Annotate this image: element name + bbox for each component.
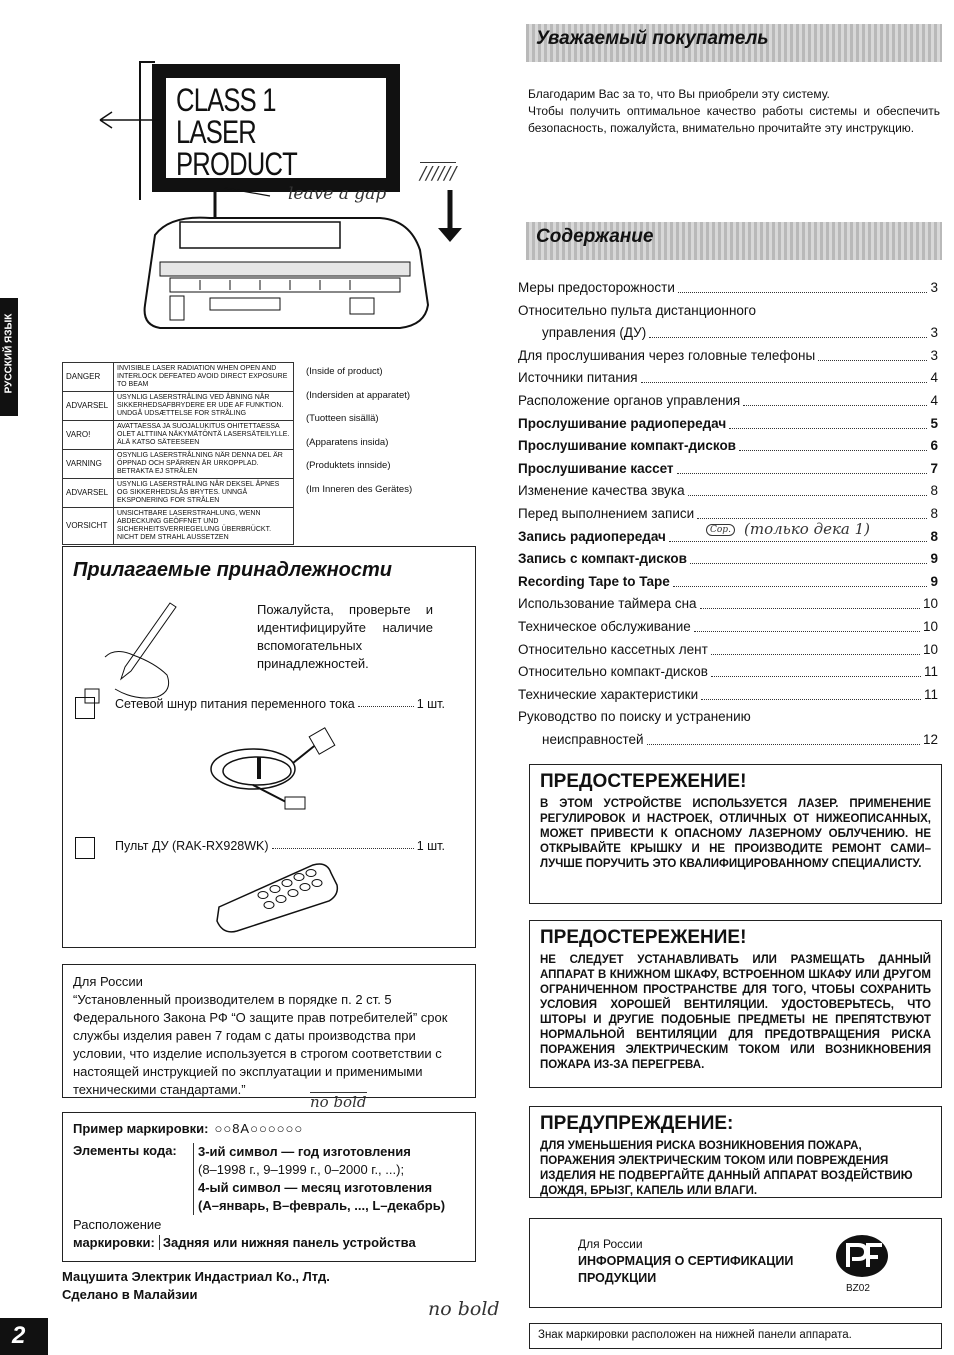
accessory-item-1: Сетевой шнур питания переменного тока 1 шт. — [115, 697, 445, 711]
toc-item-title: управления (ДУ) — [542, 325, 647, 341]
laser-table-text: OSYNLIG LASERSTRÅLNING NÄR DENNA DEL ÄR ÖPPNAD OCH SPÄRREN ÄR URKOPPLAD. BETRAKTA EJ STRÅLEN — [114, 450, 294, 479]
laser-table-lang: VARNING — [63, 450, 114, 479]
toc-item-page: 4 — [930, 393, 938, 408]
toc-item-title: Относительно кассетных лент — [518, 641, 708, 657]
toc-item-title: Прослушивание радиопередач — [518, 415, 727, 431]
toc-leader — [711, 641, 920, 655]
certification-box — [529, 1218, 942, 1308]
pen-hand-icon — [75, 597, 205, 707]
toc-item[interactable] — [518, 279, 938, 297]
toc-item[interactable] — [518, 347, 938, 365]
handwritten-only-deck: (только дека 1) — [744, 520, 871, 538]
greeting-text: Благодарим Вас за то, что Вы приобрели эту систему. Чтобы получить оптимальное качество работы системы и обеспечить безопасность, пожалуйста, внимательно прочитайте эту инструкцию. — [528, 87, 940, 135]
warning-moisture-body: ДЛЯ УМЕНЬШЕНИЯ РИСКА ВОЗНИКНОВЕНИЯ ПОЖАРА, ПОРАЖЕНИЯ ЭЛЕКТРИЧЕСКИМ ТОКОМ ИЛИ ПОВРЕЖДЕНИЯ ИЗДЕЛИЯ НЕ ПОДВЕРГАЙТЕ ДАННЫЙ АППАРАТ ВОЗДЕЙСТВИЮ ДОЖДЯ, БРЫЗГ, КАПЕЛЬ ИЛИ ВЛАГИ. — [540, 1140, 913, 1197]
toc-leader — [649, 324, 927, 338]
marking-code-label: Элементы кода: — [73, 1143, 177, 1158]
accessories-box — [62, 546, 476, 948]
toc-leader — [818, 347, 927, 361]
marking-box — [62, 1112, 476, 1262]
toc-item-page: 12 — [922, 732, 938, 747]
stereo-illustration — [60, 50, 500, 340]
toc-item-title: Техническое обслуживание — [518, 619, 691, 634]
toc-leader — [743, 392, 927, 406]
warning-laser-body: В ЭТОМ УСТРОЙСТВЕ ИСПОЛЬЗУЕТСЯ ЛАЗЕР. ПРИМЕНЕНИЕ РЕГУЛИРОВОК И НАСТРОЕК, ОТЛИЧНЫХ ОТ НИЖЕОПИСАННЫХ, МОЖЕТ ПРИВЕСТИ К ОПАСНОМУ ЛАЗЕРНОМУ ОБЛУЧЕНИЮ. НЕ ОТКРЫВАЙТЕ КРЫШКУ И НЕ ПРОИЗВОДИТЕ РЕМОНТ САМИ–ЛУЧШЕ ПОРУЧИТЬ ЭТО КВАЛИФИЦИРОВАННОМУ СПЕЦИАЛИСТУ. — [540, 798, 931, 870]
greeting-header — [526, 24, 942, 62]
laser-table-note: (Im Inneren des Gerätes) — [306, 483, 413, 495]
laser-table-note: (Produktets innside) — [306, 460, 391, 471]
accessories-intro: Пожалуйста, проверьте и идентифицируйте наличие вспомогательных принадлежностей. — [257, 602, 433, 671]
laser-table-lang: DANGER — [63, 363, 114, 392]
laser-table-text: USYNLIG LASERSTRÅLING NÅR DEKSEL ÅPNES OG SIKKERHEDSLÅS BRYTES. UNNGÅ EKSPONERING FOR STRÅLEN — [114, 479, 294, 508]
checkbox-power-cord[interactable] — [75, 697, 95, 719]
russia-note-text: “Установленный производителем в порядке п. 2 ст. 5 Федерального Закона РФ “О защите прав потребителей” срок службы изделия равен 7 годам с даты производства при условии, что изделие используется в строгом соответствии с настоящей инструкцией по эксплуатации и применимыми техническими стандартами.” — [73, 992, 448, 1097]
toc-leader — [647, 731, 920, 745]
toc-item-title: Относительно компакт-дисков — [518, 664, 708, 680]
certification-line2: ПРОДУКЦИИ — [578, 1271, 657, 1285]
marking-location-value: Задняя или нижняя панель устройства — [159, 1235, 416, 1250]
certification-line1: ИНФОРМАЦИЯ О СЕРТИФИКАЦИИ — [578, 1254, 794, 1268]
toc-item-page: 11 — [923, 664, 938, 680]
toc-item-title: Изменение качества звука — [518, 483, 685, 499]
toc-item[interactable] — [518, 460, 938, 478]
toc-item[interactable] — [518, 505, 938, 523]
checkbox-remote[interactable] — [75, 837, 95, 859]
warning-moisture-title: ПРЕДУПРЕЖДЕНИЕ: — [540, 1113, 734, 1134]
laser-table-row — [63, 450, 294, 479]
russia-note-header: Для России — [73, 974, 143, 989]
toc-item[interactable] — [518, 550, 938, 568]
marking-location-label-2: маркировки: — [73, 1235, 155, 1250]
toc-item[interactable] — [518, 595, 938, 613]
toc-item-title: Прослушивание кассет — [518, 460, 674, 476]
contents-header — [526, 222, 942, 260]
certification-code: BZ02 — [846, 1283, 870, 1294]
marking-location-label-1: Расположение — [73, 1217, 162, 1232]
laser-table-lang: ADVARSEL — [63, 479, 114, 508]
toc-item-page: 9 — [930, 551, 938, 567]
laser-table-note: (Apparatens insida) — [306, 436, 389, 448]
toc-item-page: 10 — [922, 596, 938, 612]
warning-box-ventilation — [529, 920, 942, 1088]
toc-item-title: Recording Tape to Tape — [518, 573, 670, 589]
warning-ventilation-body: НЕ СЛЕДУЕТ УСТАНАВЛИВАТЬ ИЛИ РАЗМЕЩАТЬ ДАННЫЙ АППАРАТ В КНИЖНОМ ШКАФУ, ВСТРОЕННОМ ШКАФУ ИЛИ ДРУГОМ ОГРАНИЧЕННОМ ПРОСТРАНСТВЕ ДЛЯ ТОГО, ЧТОБЫ СОХРАНИТЬ УСЛОВИЯ ХОРОШЕЙ ВЕНТИЛЯЦИИ. УДОСТОВЕРЬТЕСЬ, ЧТО ШТОРЫ И ДРУГИЕ ПОДОБНЫЕ ПРЕДМЕТЫ НЕ ПРЕПЯТСТВУЮТ НОРМАЛЬНОЙ ВЕНТИЛЯЦИИ ДЛЯ ПРЕДОТВРАЩЕНИЯ РИСКА ПОРАЖЕНИЯ ЭЛЕКТРИЧЕСКИМ ТОКОМ ИЛИ ВОЗНИКНОВЕНИЯ ПОЖАРА ИЗ-ЗА ПЕРЕГРЕВА. — [540, 954, 931, 1071]
toc-leader — [739, 437, 928, 451]
handwritten-no-bold-1: no bold — [310, 1093, 367, 1111]
toc-leader — [688, 482, 928, 496]
toc-item[interactable] — [518, 482, 938, 500]
toc-item[interactable] — [518, 302, 938, 320]
toc-item-title: Руководство по поиску и устранению — [518, 709, 751, 725]
toc-item-page: 11 — [923, 686, 938, 702]
toc-item-title: Технические характеристики — [518, 686, 699, 702]
power-cord-icon — [193, 723, 343, 815]
laser-table-text: UNSICHTBARE LASERSTRAHLUNG, WENN ABDECKUNG GEÖFFNET UND SICHERHEITSVERRIEGELUNG ÜBERBRÜCKT. NICHT DEM STRAHL AUSSETZEN — [114, 508, 294, 545]
toc-item[interactable] — [518, 573, 938, 591]
toc-leader — [641, 369, 928, 383]
marking-example-code: ○○8A○○○○○○ — [214, 1121, 304, 1136]
toc-leader — [678, 279, 928, 293]
laser-table-row — [63, 363, 294, 392]
toc-leader — [701, 686, 921, 700]
toc-item-title: Использование таймера сна — [518, 596, 697, 612]
accessory-item-2: Пульт ДУ (RAK-RX928WK) 1 шт. — [115, 839, 445, 853]
laser-table-note: (Inside of product) — [306, 366, 383, 377]
toc-item-page: 8 — [930, 506, 938, 521]
toc-item-page: 3 — [930, 280, 938, 295]
toc-item[interactable] — [518, 663, 938, 681]
handwritten-leave-gap: leave a gap — [288, 184, 387, 204]
toc-item[interactable] — [518, 415, 938, 433]
toc-leader — [673, 573, 928, 587]
warning-box-moisture — [529, 1106, 942, 1198]
laser-table-lang: VARO! — [63, 421, 114, 450]
laser-table-lang: ADVARSEL — [63, 392, 114, 421]
contents-title: Содержание — [536, 226, 654, 247]
language-tab — [0, 298, 18, 416]
toc-item-page: 8 — [930, 483, 938, 499]
laser-table-text: USYNLIG LASERSTRÅLING VED ÅBNING NÅR SIKKERHEDSAFBRYDERE ER UDE AF FUNKTION. UNDGÅ UDSÆTTELSE FOR STRÅLING — [114, 392, 294, 421]
laser-label-line1: CLASS 1 — [176, 82, 276, 118]
page-number: 2 — [0, 1318, 48, 1355]
toc-leader — [697, 505, 927, 519]
toc-leader — [729, 415, 927, 429]
accessories-title: Прилагаемые принадлежности — [73, 559, 392, 581]
laser-table-row — [63, 392, 294, 421]
toc-item-page: 3 — [930, 347, 938, 363]
rst-certification-mark-icon — [834, 1233, 890, 1279]
toc-item-page: 5 — [930, 415, 938, 431]
laser-table-row — [63, 421, 294, 450]
laser-warning-table — [62, 362, 294, 545]
toc-item[interactable] — [518, 708, 938, 726]
laser-table-note: (Tuotteen sisällä) — [306, 413, 379, 424]
laser-label-line2: LASER PRODUCT — [176, 114, 297, 182]
russia-service-life-note — [62, 964, 476, 1098]
warning-box-laser — [529, 764, 942, 904]
toc-item[interactable] — [518, 618, 938, 636]
laser-table-row — [63, 479, 294, 508]
greeting-title: Уважаемый покупатель — [536, 28, 769, 49]
toc-item-title: Расположение органов управления — [518, 393, 741, 408]
toc-item[interactable] — [518, 686, 938, 704]
toc-item-title: неисправностей — [542, 732, 644, 747]
handwritten-slashes: ////// — [420, 163, 457, 184]
toc-item-page: 6 — [930, 438, 938, 454]
language-tab-label: РУССКИЙ ЯЗЫК — [3, 313, 15, 394]
warning-ventilation-title: ПРЕДОСТЕРЕЖЕНИЕ! — [540, 927, 747, 948]
toc-item-title: Прослушивание компакт-дисков — [518, 438, 736, 454]
footer-note-box: Знак маркировки расположен на нижней панели аппарата. — [529, 1323, 942, 1349]
toc-item-title: Запись с компакт-дисков — [518, 551, 687, 567]
remote-control-icon — [211, 859, 341, 933]
toc-leader — [711, 663, 921, 677]
warning-laser-title: ПРЕДОСТЕРЕЖЕНИЕ! — [540, 771, 747, 792]
toc-item-page: 10 — [922, 641, 938, 657]
laser-table-row — [63, 508, 294, 545]
toc-item[interactable] — [542, 324, 938, 342]
laser-table-note: (Indersiden at apparatet) — [306, 389, 411, 401]
certification-header: Для России — [578, 1237, 643, 1251]
toc-item-title: Источники питания — [518, 370, 638, 386]
toc-leader — [690, 550, 928, 564]
toc-item-title: Перед выполнением записи — [518, 506, 695, 521]
toc-item[interactable] — [542, 731, 938, 749]
toc-item-page: 4 — [930, 370, 938, 386]
toc-item-title: Относительно пульта дистанционного — [518, 302, 757, 318]
laser-table-lang: VORSICHT — [63, 508, 114, 545]
toc-item-title: Для прослушивания через головные телефоны — [518, 347, 816, 363]
laser-table-text: AVATTAESSA JA SUOJALUKITUS OHITETTAESSA OLET ALTTIINA NÄKYMÄTÖNTÄ LASERSÄTEILYLLE. ÄLÄ KATSO SÄTEESEEN — [114, 421, 294, 450]
handwritten-no-bold-2: no bold — [428, 1298, 500, 1320]
marking-example-label: Пример маркировки: — [73, 1121, 209, 1136]
handwritten-cop: Cop. — [706, 524, 735, 536]
laser-table-text: INVISIBLE LASER RADIATION WHEN OPEN AND INTERLOCK DEFEATED AVOID DIRECT EXPOSURE TO BEAM — [114, 363, 294, 392]
toc-leader — [694, 618, 920, 632]
manufacturer-info: Мацушита Электрик Индастриал Ко., Лтд. Сделано в Малайзии — [62, 1269, 330, 1302]
toc-item[interactable] — [518, 437, 938, 455]
toc-leader — [677, 460, 928, 474]
marking-code-lines: 3-ий символ — год изготовления (8–1998 г., 9–1999 г., 0–2000 г., ...); 4-ый символ — месяц изготовления (А–январь, В–февраль, ..., L–декабрь) — [193, 1143, 445, 1215]
toc-item-title: Запись радиопередач — [518, 528, 666, 544]
toc-item[interactable] — [518, 641, 938, 659]
toc-item[interactable] — [518, 369, 938, 387]
toc-item-page: 9 — [930, 573, 938, 589]
toc-item-page: 10 — [922, 619, 938, 634]
toc-leader — [700, 595, 920, 609]
toc-item-page: 7 — [930, 460, 938, 476]
toc-item-title: Меры предосторожности — [518, 280, 675, 295]
toc-item-page: 3 — [930, 325, 938, 341]
toc-item-page: 8 — [930, 528, 938, 544]
laser-table-notes — [306, 366, 436, 507]
toc-item[interactable] — [518, 392, 938, 410]
